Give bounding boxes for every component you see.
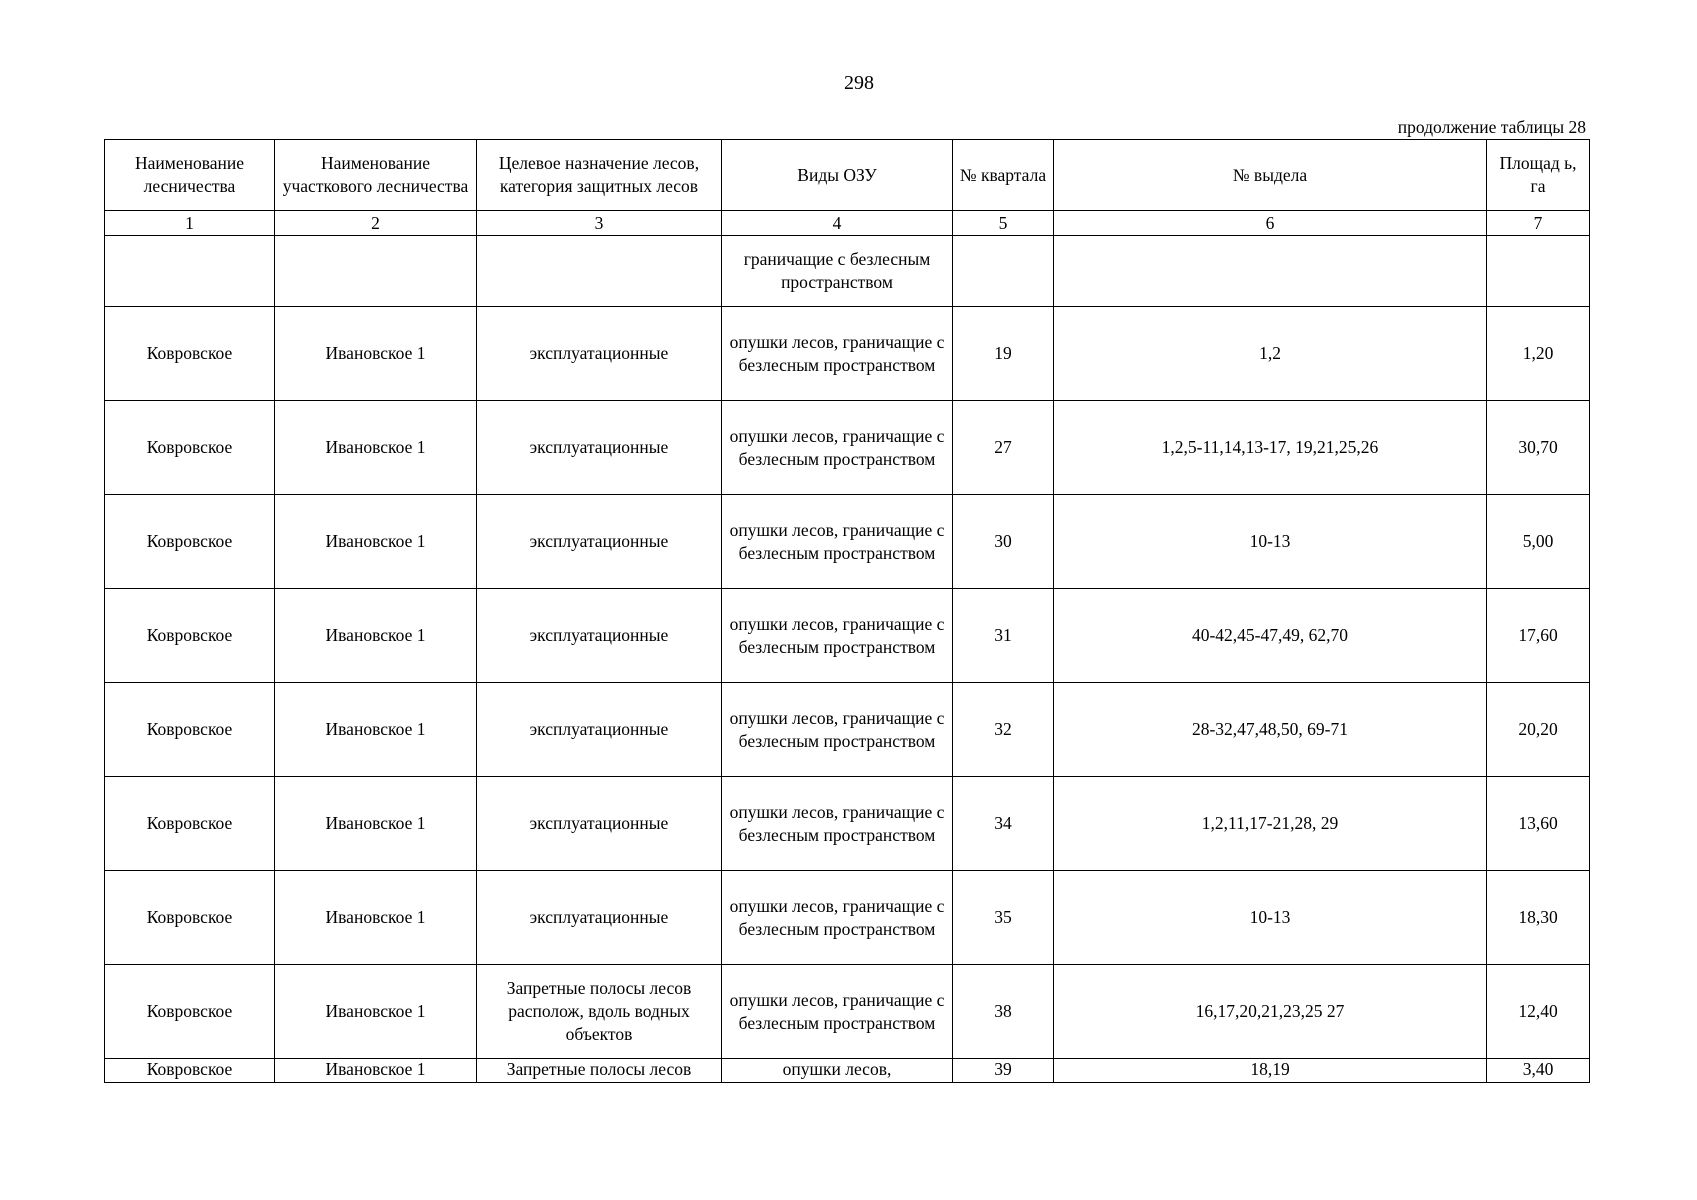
cell-quarter-number: 32 <box>953 683 1054 777</box>
cell-area: 13,60 <box>1487 777 1590 871</box>
cell-forestry: Ковровское <box>105 307 275 401</box>
header-quarter-number: № квартала <box>953 140 1054 211</box>
column-number: 7 <box>1487 211 1590 236</box>
cell-purpose-category: Запретные полосы лесов <box>477 1059 722 1083</box>
cell-purpose-category: эксплуатационные <box>477 495 722 589</box>
table-row <box>105 965 1590 1059</box>
cell-area: 18,30 <box>1487 871 1590 965</box>
cell-district-forestry: Ивановское 1 <box>275 589 477 683</box>
header-area: Площад ь, га <box>1487 140 1590 211</box>
table-row <box>105 589 1590 683</box>
cell-ozu-types: опушки лесов, граничащие с безлесным пространством <box>722 965 953 1059</box>
cell-forestry: Ковровское <box>105 965 275 1059</box>
column-number: 6 <box>1054 211 1487 236</box>
column-number: 5 <box>953 211 1054 236</box>
table-continuation-label: продолжение таблицы 28 <box>1397 117 1586 137</box>
cell-purpose-category: эксплуатационные <box>477 307 722 401</box>
cell-allotment-number: 1,2,5-11,14,13-17, 19,21,25,26 <box>1054 401 1487 495</box>
cell-area: 30,70 <box>1487 401 1590 495</box>
table-header-row <box>105 140 1590 211</box>
cell-allotment-number: 10-13 <box>1054 871 1487 965</box>
cell-quarter-number: 19 <box>953 307 1054 401</box>
cell-allotment-number: 18,19 <box>1054 1059 1487 1083</box>
cell-allotment-number <box>1054 236 1487 307</box>
cell-district-forestry: Ивановское 1 <box>275 777 477 871</box>
cell-purpose-category: эксплуатационные <box>477 401 722 495</box>
table-row <box>105 401 1590 495</box>
header-purpose-category: Целевое назначение лесов, категория защитных лесов <box>477 140 722 211</box>
cell-ozu-types: опушки лесов, граничащие с безлесным пространством <box>722 871 953 965</box>
cell-area: 3,40 <box>1487 1059 1590 1083</box>
cell-allotment-number: 28-32,47,48,50, 69-71 <box>1054 683 1487 777</box>
cell-district-forestry: Ивановское 1 <box>275 683 477 777</box>
cell-forestry: Ковровское <box>105 589 275 683</box>
cell-ozu-types: опушки лесов, граничащие с безлесным пространством <box>722 495 953 589</box>
cell-quarter-number: 38 <box>953 965 1054 1059</box>
cell-allotment-number: 1,2,11,17-21,28, 29 <box>1054 777 1487 871</box>
forest-protection-table <box>104 139 1590 1083</box>
cell-district-forestry: Ивановское 1 <box>275 495 477 589</box>
cell-quarter-number <box>953 236 1054 307</box>
cell-purpose-category: эксплуатационные <box>477 589 722 683</box>
cell-area: 1,20 <box>1487 307 1590 401</box>
cell-purpose-category <box>477 236 722 307</box>
cell-quarter-number: 31 <box>953 589 1054 683</box>
cell-quarter-number: 39 <box>953 1059 1054 1083</box>
cell-area: 5,00 <box>1487 495 1590 589</box>
table-row <box>105 1059 1590 1083</box>
table-row <box>105 307 1590 401</box>
cell-allotment-number: 40-42,45-47,49, 62,70 <box>1054 589 1487 683</box>
cell-district-forestry: Ивановское 1 <box>275 1059 477 1083</box>
cell-ozu-types: опушки лесов, граничащие с безлесным пространством <box>722 683 953 777</box>
cell-forestry: Ковровское <box>105 401 275 495</box>
cell-district-forestry: Ивановское 1 <box>275 871 477 965</box>
cell-ozu-types: опушки лесов, граничащие с безлесным пространством <box>722 777 953 871</box>
cell-forestry: Ковровское <box>105 1059 275 1083</box>
header-allotment-number: № выдела <box>1054 140 1487 211</box>
cell-district-forestry <box>275 236 477 307</box>
cell-purpose-category: эксплуатационные <box>477 871 722 965</box>
cell-quarter-number: 27 <box>953 401 1054 495</box>
table-row <box>105 871 1590 965</box>
cell-district-forestry: Ивановское 1 <box>275 965 477 1059</box>
table-row <box>105 236 1590 307</box>
cell-allotment-number: 16,17,20,21,23,25 27 <box>1054 965 1487 1059</box>
cell-purpose-category: эксплуатационные <box>477 777 722 871</box>
page-number: 298 <box>844 72 874 94</box>
cell-purpose-category: Запретные полосы лесов располож, вдоль водных объектов <box>477 965 722 1059</box>
cell-district-forestry: Ивановское 1 <box>275 307 477 401</box>
cell-ozu-types: опушки лесов, граничащие с безлесным пространством <box>722 589 953 683</box>
cell-forestry: Ковровское <box>105 495 275 589</box>
column-number: 2 <box>275 211 477 236</box>
header-ozu-types: Виды ОЗУ <box>722 140 953 211</box>
cell-ozu-types: опушки лесов, <box>722 1059 953 1083</box>
cell-ozu-types: граничащие с безлесным пространством <box>722 236 953 307</box>
cell-ozu-types: опушки лесов, граничащие с безлесным пространством <box>722 401 953 495</box>
cell-quarter-number: 34 <box>953 777 1054 871</box>
cell-purpose-category: эксплуатационные <box>477 683 722 777</box>
header-district-forestry: Наименование участкового лесничества <box>275 140 477 211</box>
cell-ozu-types: опушки лесов, граничащие с безлесным пространством <box>722 307 953 401</box>
table-row <box>105 495 1590 589</box>
cell-area <box>1487 236 1590 307</box>
cell-quarter-number: 35 <box>953 871 1054 965</box>
cell-forestry: Ковровское <box>105 777 275 871</box>
cell-allotment-number: 10-13 <box>1054 495 1487 589</box>
cell-allotment-number: 1,2 <box>1054 307 1487 401</box>
cell-district-forestry: Ивановское 1 <box>275 401 477 495</box>
cell-forestry: Ковровское <box>105 871 275 965</box>
cell-forestry <box>105 236 275 307</box>
cell-area: 17,60 <box>1487 589 1590 683</box>
cell-forestry: Ковровское <box>105 683 275 777</box>
column-number-row <box>105 211 1590 236</box>
column-number: 4 <box>722 211 953 236</box>
cell-quarter-number: 30 <box>953 495 1054 589</box>
table-row <box>105 777 1590 871</box>
table-row <box>105 683 1590 777</box>
cell-area: 12,40 <box>1487 965 1590 1059</box>
column-number: 1 <box>105 211 275 236</box>
header-forestry: Наименование лесничества <box>105 140 275 211</box>
column-number: 3 <box>477 211 722 236</box>
cell-area: 20,20 <box>1487 683 1590 777</box>
